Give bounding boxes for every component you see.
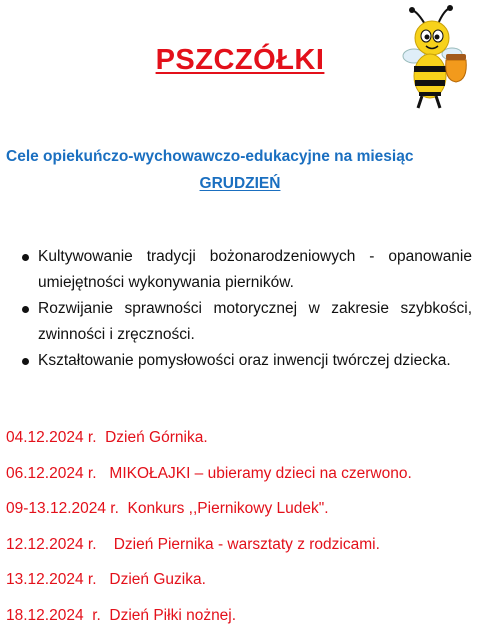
event-item: 09-13.12.2024 r. Konkurs ,,Piernikowy Ludek".: [6, 499, 486, 535]
bullet-dot-icon: [22, 306, 29, 313]
list-item: Kultywowanie tradycji bożonarodzeniowych - opanowanie umiejętności wykonywania pierników.: [22, 244, 472, 296]
event-item: 06.12.2024 r. MIKOŁAJKI – ubieramy dzieci na czerwono.: [6, 464, 486, 500]
bullet-dot-icon: [22, 358, 29, 365]
bullet-dot-icon: [22, 254, 29, 261]
event-item: 12.12.2024 r. Dzień Piernika - warsztaty z rodzicami.: [6, 535, 486, 571]
list-item: Rozwijanie sprawności motorycznej w zakresie szybkości, zwinności i zręczności.: [22, 296, 472, 348]
event-item: 18.12.2024 r. Dzień Piłki nożnej.: [6, 606, 486, 641]
page-title: PSZCZÓŁKI: [0, 44, 480, 77]
list-item: Kształtowanie pomysłowości oraz inwencji twórczej dziecka.: [22, 348, 472, 374]
bee-with-honey-pot-icon: [400, 4, 470, 114]
event-item: 04.12.2024 r. Dzień Górnika.: [6, 428, 486, 464]
goals-heading: Cele opiekuńczo-wychowawczo-edukacyjne na miesiąc: [6, 148, 486, 166]
events-list: [6, 428, 486, 641]
event-item: 13.12.2024 r. Dzień Guzika.: [6, 570, 486, 606]
month-label: GRUDZIEŃ: [0, 175, 480, 193]
goals-list: [22, 244, 472, 374]
